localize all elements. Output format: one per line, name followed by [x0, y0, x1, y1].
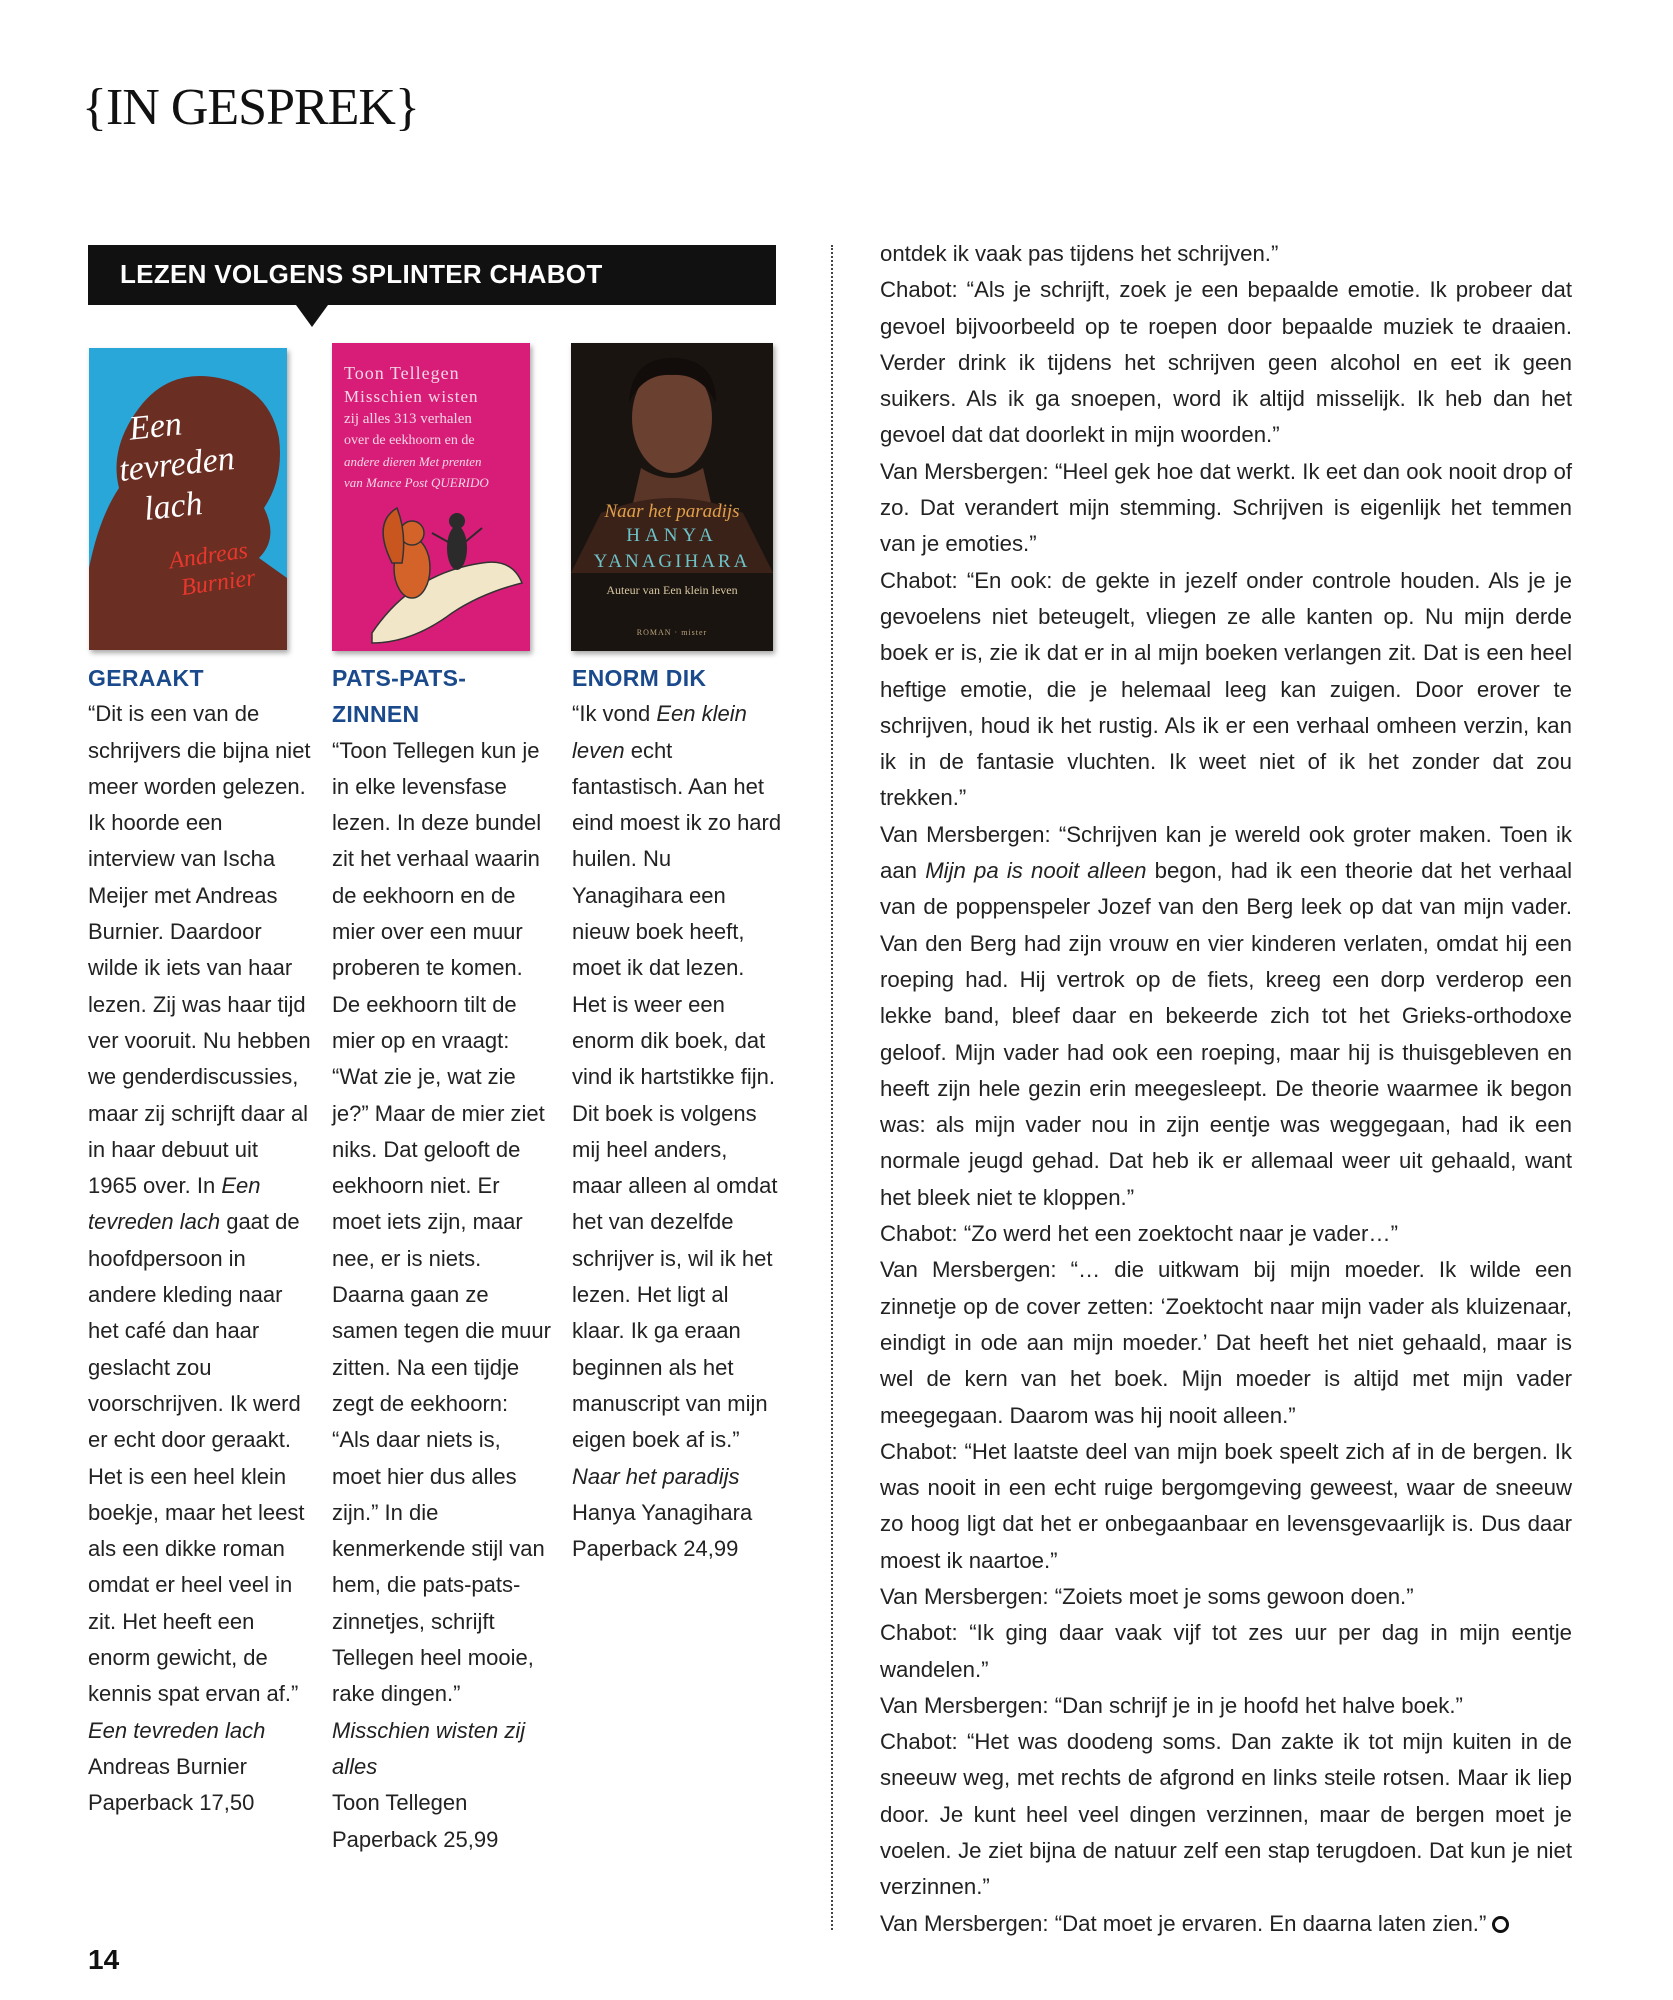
- review-text: “Toon Tellegen kun je in elke levensfase lezen. In deze bundel zit het verhaal waarin de eekhoorn en de mier over een muur proberen te komen. De eekhoorn tilt de mier op en vraagt: “Wat zie je, wat zie je?” Maar de mier ziet niks. Dat gelooft de eekhoorn niet. Er moet iets zijn, maar nee, er is niets. Daarna gaan ze samen tegen die muur zitten. Na een tijdje zegt de eekhoorn: “Als daar niets is, moet hier dus alles zijn.” In die kenmerkende stijl van hem, die pats-pats-zinnetjes, schrijft Tellegen heel mooie, rake dingen.”: [332, 737, 551, 1707]
- interview-text: [880, 236, 1572, 1942]
- interview-paragraph: Van Mersbergen: “… die uitkwam bij mijn moeder. Ik wilde een zinnetje op de cover zetten: ‘Zoektocht naar mijn vader als kluizenaar, eindigt in ode aan mijn moeder.’ Dat heeft het niet gehaald, maar is wel de kern van het boek. Mijn moeder is altijd met mijn vader meegegaan. Daarom was hij nooit alleen.”: [880, 1257, 1572, 1428]
- interview-paragraph: Van Mersbergen: “Zoiets moet je soms gewoon doen.”: [880, 1583, 1414, 1609]
- cover-title-line: tevreden: [117, 440, 237, 489]
- cover-line: over de eekhoorn en de: [344, 433, 475, 448]
- paragraph-last: Van Mersbergen: “Dat moet je ervaren. En daarna laten zien.”: [880, 1910, 1487, 1936]
- book-price: Paperback 17,50: [88, 1790, 255, 1816]
- interview-paragraph: Chabot: “Ik ging daar vaak vijf tot zes uur per dag in mijn eentje wandelen.”: [880, 1620, 1572, 1682]
- book-title: Naar het paradijs: [572, 1463, 740, 1489]
- paragraph-start: Van Mersbergen: “Schrijven kan je wereld ook groter maken. Toen ik aan: [880, 821, 1572, 884]
- review-italic: Een klein leven: [572, 701, 747, 763]
- book-author: Andreas Burnier: [88, 1753, 247, 1779]
- cover-line: zij alles 313 verhalen: [344, 411, 472, 427]
- book-review-column: [332, 660, 552, 1858]
- review-text: [88, 696, 313, 1712]
- interview-paragraph: Van Mersbergen: “Heel gek hoe dat werkt. Ik eet dan ook nooit drop of zo. Dat verandert mijn stemming. Schrijven is eigenlijk het temmen van je emoties.”: [880, 458, 1572, 557]
- cover-portrait: [571, 343, 773, 651]
- book-title: Misschien wisten zij alles: [332, 1717, 526, 1779]
- banner-title: LEZEN VOLGENS SPLINTER CHABOT: [120, 259, 603, 289]
- review-text: [572, 696, 782, 1458]
- book-price: Paperback 24,99: [572, 1536, 739, 1562]
- interview-paragraph: Chabot: “En ook: de gekte in jezelf onder controle houden. Als je je gevoelens niet beteugelt, vliegen ze alle kanten op. Nu mijn derde boek er is, zie ik dat er in al mijn boeken verlangen zit. Dat is een heel heftige emotie, die je helemaal leeg kan zuigen. Door erover te schrijven, houd ik het rustig. Als ik er een verhaal omheen verzin, kan ik in de fantasie vluchten. Ik weet niet of ik het zonder dat zou trekken.”: [880, 567, 1572, 811]
- cover-subtitle: Auteur van Een klein leven: [606, 583, 738, 597]
- interview-paragraph: Chabot: “Het laatste deel van mijn boek speelt zich af in de bergen. Ik was nooit in een echt ruige bergomgeving geweest, waar de sneeuw zo hoog ligt dat het er onbegaanbaar en levensgevaarlijk is. Dus daar moest ik naartoe.”: [880, 1438, 1572, 1573]
- cover-author-line: Burnier: [179, 564, 258, 602]
- interview-paragraph: [880, 817, 1572, 1216]
- cover-author-line: YANAGIHARA: [593, 551, 751, 572]
- end-mark-icon: [1492, 1916, 1509, 1933]
- book-price: Paperback 25,99: [332, 1826, 499, 1852]
- cover-line: van Mance Post QUERIDO: [344, 475, 489, 490]
- interview-paragraph: Chabot: “Als je schrijft, zoek je een bepaalde emotie. Ik probeer dat gevoel bijvoorbeeld op te roepen door bepaalde muziek te draaien. Verder drink ik tijdens het schrijven geen alcohol en eet ik geen suikers. Als ik ga snoepen, word ik altijd misselijk. Ik heb dan het gevoel dat dat doorlekt in mijn woorden.”: [880, 277, 1572, 448]
- cover-line: Toon Tellegen: [344, 363, 460, 383]
- review-heading: ENORM DIK: [572, 665, 707, 691]
- book-cover-naar-het-paradijs: [571, 343, 773, 651]
- interview-paragraph: Chabot: “Het was doodeng soms. Dan zakte ik tot mijn kuiten in de sneeuw weg, met rechts de afgrond en links steile rotsen. Maar ik liep door. Je kunt heel veel dingen verzinnen, maar de bergen moet je voelen. Je ziet bijna de natuur zelf een stap terugdoen. Dat kun je niet verzinnen.”: [880, 1729, 1572, 1900]
- interview-paragraph: ontdek ik vaak pas tijdens het schrijven.”: [880, 241, 1279, 266]
- paragraph-end: begon, had ik een theorie dat het verhaal van de poppenspeler Jozef van den Berg leek op dat van mijn vader. Van den Berg had zijn vrouw en vier kinderen verlaten, omdat hij een roeping had. Hij vertrok op de fiets, kreeg een dorp verderop een lekke band, bleef daar en bekeerde zich tot het Grieks-orthodoxe geloof. Mijn vader had ook een roeping, maar hij is thuisgebleven en heeft zijn hele gezin erin meegesleept. De theorie waarmee ik begon was: als mijn vader nou in zijn eentje was weggegaan, had ik een normale jeugd gehad. Dat heb ik er allemaal weer uit gehaald, want het bleek niet te kloppen.”: [880, 858, 1573, 1210]
- banner-pointer: [296, 305, 328, 327]
- paragraph-italic: Mijn pa is nooit alleen: [925, 858, 1147, 884]
- cover-author-line: Andreas: [167, 537, 250, 575]
- review-heading: GERAAKT: [88, 665, 204, 691]
- book-author: Toon Tellegen: [332, 1790, 468, 1816]
- book-cover-een-tevreden-lach: [89, 348, 287, 650]
- column-divider: [831, 245, 833, 1930]
- review-italic: Een tevreden lach: [88, 1173, 261, 1235]
- book-author: Hanya Yanagihara: [572, 1499, 753, 1525]
- review-body-start: “Ik vond: [572, 701, 657, 727]
- review-body: echt fantastisch. Aan het eind moest ik zo hard huilen. Nu Yanagihara een nieuw boek heeft, moet ik dat lezen. Het is weer een enorm dik boek, dat vind ik hartstikke fijn. Dit boek is volgens mij heel anders, maar alleen al omdat het van dezelfde schrijver is, wil ik het lezen. Het ligt al klaar. Ik ga eraan beginnen als het manuscript van mijn eigen boek af is.”: [572, 737, 782, 1453]
- cover-line: andere dieren Met prenten: [344, 454, 482, 469]
- book-review-column: [88, 660, 313, 1822]
- cover-footer: ROMAN · mister: [636, 628, 708, 637]
- page-number: 14: [88, 1944, 120, 1975]
- cover-line: Misschien wisten: [344, 387, 479, 406]
- interview-paragraph: Chabot: “Zo werd het een zoektocht naar je vader…”: [880, 1221, 1398, 1247]
- review-heading: PATS-PATS-ZINNEN: [332, 665, 467, 728]
- cover-author-line: HANYA: [626, 525, 718, 546]
- cover-title-line: Een: [127, 405, 184, 448]
- book-title: Een tevreden lach: [88, 1717, 266, 1743]
- interview-paragraph: [880, 1906, 1572, 1942]
- banner: [88, 245, 776, 305]
- review-body: “Dit is een van de schrijvers die bijna niet meer worden gelezen. Ik hoorde een interview van Ischa Meijer met Andreas Burnier. Daardoor wilde ik iets van haar lezen. Zij was haar tijd ver vooruit. Nu hebben we genderdiscussies, maar zij schrijft daar al in haar debuut uit 1965 over. In: [88, 701, 311, 1199]
- review-body-end: gaat de hoofdpersoon in andere kleding naar het café dan haar geslacht zou voorschrijven. Ik werd er echt door geraakt. Het is een heel klein boekje, maar het leest als een dikke roman omdat er heel veel in zit. Het heeft een enorm gewicht, de kennis spat ervan af.”: [88, 1209, 305, 1707]
- cover-title: Naar het paradijs: [604, 501, 740, 522]
- cover-title-line: lach: [142, 485, 205, 528]
- book-review-column: [572, 660, 782, 1567]
- book-cover-misschien-wisten-zij-alles: [332, 343, 530, 651]
- interview-paragraph: Van Mersbergen: “Dan schrijf je in je hoofd het halve boek.”: [880, 1692, 1463, 1718]
- cover-illustration: [332, 343, 530, 651]
- section-title: {IN GESPREK}: [82, 79, 419, 136]
